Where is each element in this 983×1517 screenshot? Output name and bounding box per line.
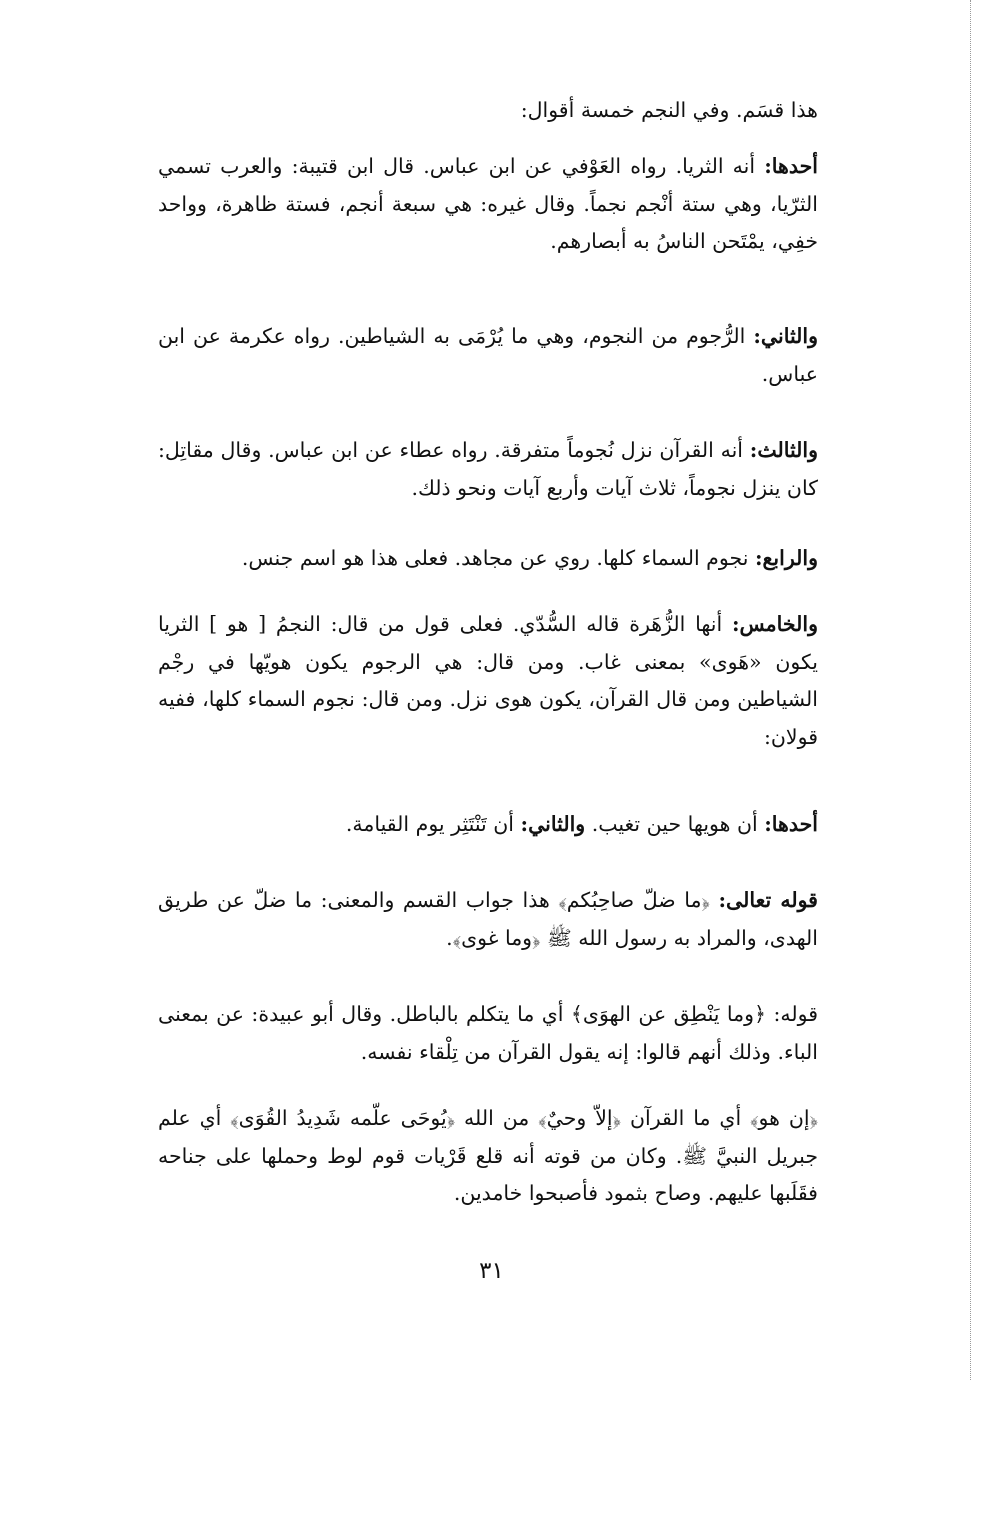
paragraph-revelation-commentary bbox=[158, 1100, 818, 1213]
paragraph-lead: أحدها: bbox=[764, 812, 818, 836]
paragraph-lead: والثاني: bbox=[753, 324, 818, 348]
paragraph-text: أنه القرآن نزل نُجوماً متفرقة. رواه عطاء عن ابن عباس. وقال مقاتِل: كان ينزل نجوماً، ثلاث آيات وأربع آيات ونحو ذلك. bbox=[158, 438, 818, 500]
paragraph-text: نجوم السماء كلها. روي عن مجاهد. فعلى هذا هو اسم جنس. bbox=[241, 546, 749, 570]
paragraph-text: هذا قسَم. وفي النجم خمسة أقوال: bbox=[520, 98, 818, 122]
paragraph-text: أنه الثريا. رواه العَوْفي عن ابن عباس. قال ابن قتيبة: والعرب تسمي الثرّيا، وهي ستة أنْجم نجماً. وقال غيره: هي سبعة أنجم، فستة ظاهرة، وواحد خفِي، يمْتَحن الناسُ به أبصارهم. bbox=[158, 154, 818, 253]
paragraph-lead: والخامس: bbox=[731, 612, 818, 636]
paragraph-third-saying bbox=[158, 432, 818, 507]
paragraph-intro bbox=[158, 92, 818, 130]
paragraph-lead-second: والثاني: bbox=[520, 812, 586, 836]
paragraph-text: أن هويها حين تغيب. bbox=[591, 812, 758, 836]
paragraph-text: ﴿ما ضلّ صاحِبُكم﴾ هذا جواب القسم والمعنى: ما ضلّ عن طريق الهدى، والمراد به رسول الله ﷺ ﴿وما غوى﴾. bbox=[158, 888, 818, 950]
paragraph-two-opinions bbox=[158, 806, 818, 844]
paragraph-text-second: أن تَنْتَثِر يوم القيامة. bbox=[345, 812, 514, 836]
paragraph-verse-commentary bbox=[158, 882, 818, 957]
paragraph-text: الرُّجوم من النجوم، وهي ما يُرْمَى به الشياطين. رواه عكرمة عن ابن عباس. bbox=[158, 324, 818, 386]
paragraph-speech-commentary bbox=[158, 996, 818, 1071]
paragraph-text: قوله: ﴿وما يَنْطِق عن الهوَى﴾ أي ما يتكلم بالباطل. وقال أبو عبيدة: عن بمعنى الباء. وذلك أنهم قالوا: إنه يقول القرآن من تِلْقاء نفسه. bbox=[158, 1002, 818, 1064]
paragraph-lead: والرابع: bbox=[754, 546, 818, 570]
paragraph-fifth-saying bbox=[158, 606, 818, 756]
page-edge-dotted-line bbox=[970, 0, 971, 1380]
paragraph-lead: أحدها: bbox=[764, 154, 818, 178]
paragraph-first-saying bbox=[158, 148, 818, 261]
paragraph-fourth-saying bbox=[158, 540, 818, 578]
paragraph-text: أنها الزُّهَرة قاله السُّدّي. فعلى قول من قال: النجمُ [ هو ] الثريا يكون «هَوى» بمعنى غاب. ومن قال: هي الرجوم يكون هويّها في رجْم الشياطين ومن قال القرآن، يكون هوى نزل. ومن قال: نجوم السماء كلها، ففيه قولان: bbox=[158, 612, 818, 749]
paragraph-lead: قوله تعالى: bbox=[718, 888, 818, 912]
paragraph-text: ﴿إن هو﴾ أي ما القرآن ﴿إلاّ وحيٌ﴾ من الله ﴿يُوحَى علّمه شَدِيدُ القُوَى﴾ أي علم جبريل النبيَّ ﷺ. وكان من قوته أنه قلع قَرْيات قوم لوط وحملها على جناحه فقَلَبها عليهم. وصاح بثمود فأصبحوا خامدين. bbox=[158, 1106, 818, 1205]
paragraph-second-saying bbox=[158, 318, 818, 393]
paragraph-lead: والثالث: bbox=[749, 438, 818, 462]
page-number: ٣١ bbox=[479, 1258, 504, 1284]
